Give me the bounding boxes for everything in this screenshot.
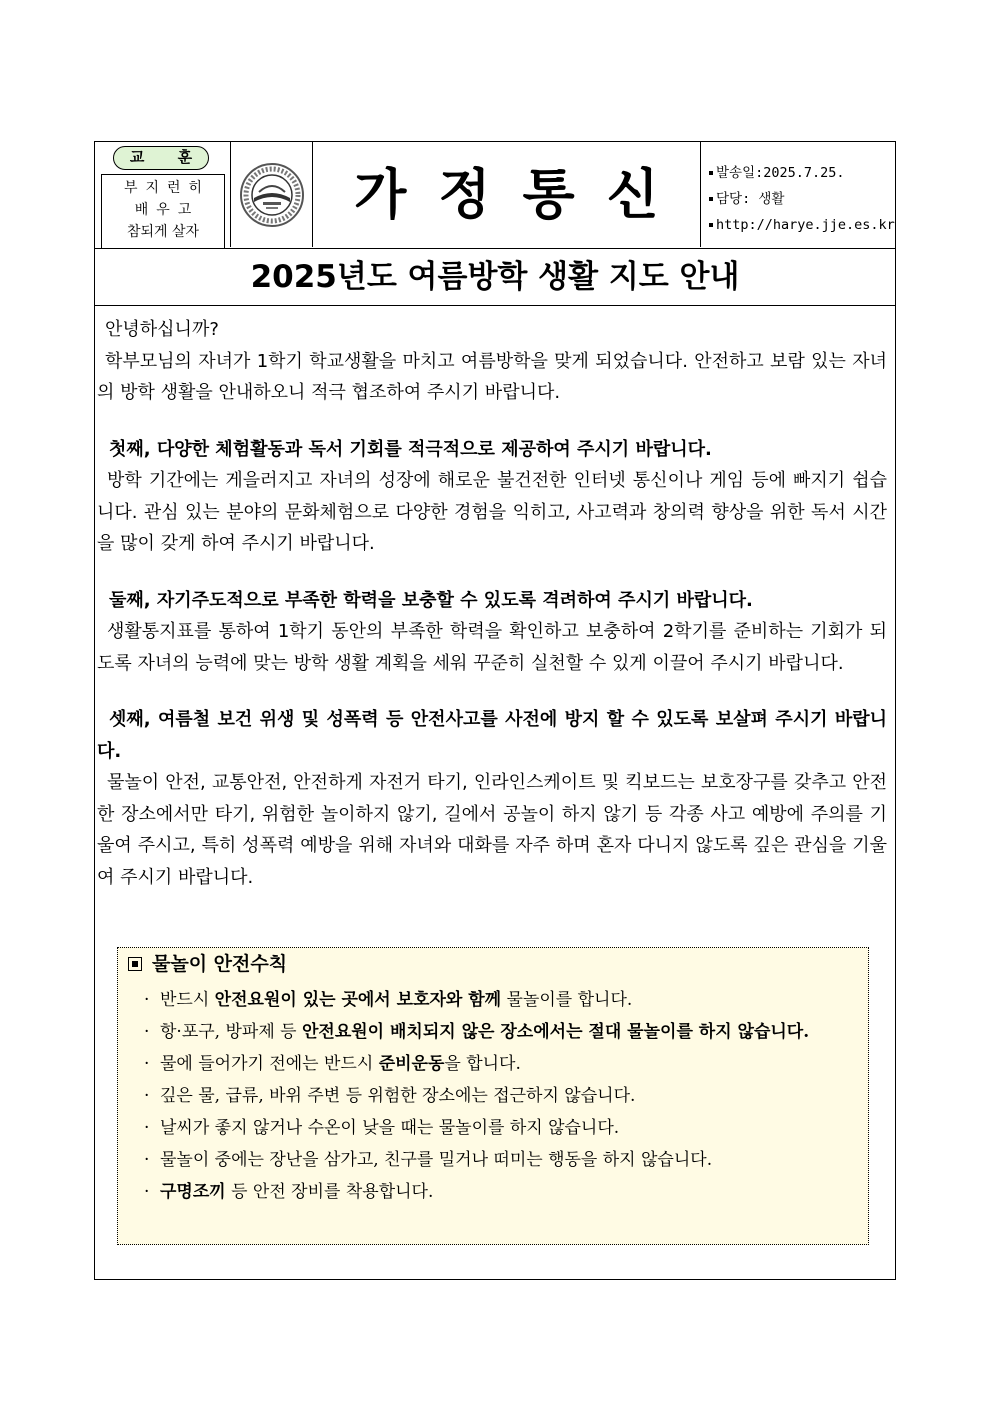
- list-item: [144, 1144, 860, 1176]
- bullet-dot-icon: [709, 197, 713, 201]
- issue-date: 발송일:2025.7.25.: [716, 165, 845, 181]
- list-item: [144, 984, 860, 1016]
- item-text: 물에 들어가기 전에는 반드시: [160, 1054, 379, 1074]
- list-bullet: ·: [144, 1118, 150, 1138]
- water-safety-title-text: 물놀이 안전수칙: [152, 953, 288, 975]
- list-bullet: ·: [144, 1150, 150, 1170]
- item-emphasis: 안전요원이 있는 곳에서 보호자와 함께: [214, 990, 502, 1010]
- section-2-text: 생활통지표를 통하여 1학기 동안의 부족한 학력을 확인하고 보충하여 2학기를 준비하는 기회가 되도록 자녀의 능력에 맞는 방학 생활 계획을 세워 꾸준히 실천할 수 있게 이끌어 주시기 바랍니다.: [97, 621, 887, 674]
- item-emphasis: 준비운동: [378, 1054, 445, 1074]
- notice-frame: [94, 141, 896, 1280]
- item-text: 날씨가 좋지 않거나 수온이 낮을 때는 물놀이를 하지 않습니다.: [160, 1118, 620, 1138]
- item-emphasis: 구명조끼: [160, 1182, 226, 1202]
- list-item: [144, 1048, 860, 1080]
- bullet-dot-icon: [709, 223, 713, 227]
- section-2-heading: 둘째, 자기주도적으로 부족한 학력을 보충할 수 있도록 격려하여 주시기 바랍니다.: [109, 589, 753, 611]
- intro-text: 학부모님의 자녀가 1학기 학교생활을 마치고 여름방학을 맞게 되었습니다. 안전하고 보람 있는 자녀의 방학 생활을 안내하오니 적극 협조하여 주시기 바랍니다.: [97, 350, 887, 403]
- item-text: 반드시: [160, 990, 215, 1010]
- spacer: [95, 560, 895, 585]
- list-bullet: ·: [144, 1182, 150, 1202]
- list-bullet: ·: [144, 1022, 150, 1042]
- item-text: 물놀이 중에는 장난을 삼가고, 친구를 밀거나 떠미는 행동을 하지 않습니다.: [160, 1150, 713, 1170]
- document-title: 가정통신: [313, 142, 701, 247]
- issue-info: [701, 142, 895, 247]
- item-text: 항·포구, 방파제 등: [160, 1022, 302, 1042]
- list-bullet: ·: [144, 1054, 150, 1074]
- list-bullet: ·: [144, 990, 150, 1010]
- bullet-dot-icon: [709, 171, 713, 175]
- item-text: 을 합니다.: [444, 1054, 521, 1074]
- section-1-heading: 첫째, 다양한 체험활동과 독서 기회를 적극적으로 제공하여 주시기 바랍니다.: [109, 438, 712, 460]
- square-bullet-icon: [128, 957, 142, 971]
- motto-cell: [95, 142, 231, 247]
- item-text: 물놀이를 합니다.: [501, 990, 633, 1010]
- notice-body: [95, 314, 895, 893]
- list-item: [144, 1112, 860, 1144]
- motto-line-2: 배우고: [134, 202, 200, 218]
- department-row: [709, 186, 895, 212]
- motto-line-3: 참되게 살자: [126, 224, 200, 240]
- section-1-text: 방학 기간에는 게을러지고 자녀의 성장에 해로운 불건전한 인터넷 통신이나 게임 등에 빠지기 쉽습니다. 관심 있는 분야의 문화체험으로 다양한 경험을 익히고, 사고력과 창의력 향상을 위한 독서 시간을 많이 갖게 하여 주시기 바랍니다.: [97, 470, 887, 554]
- section-3-heading: 셋째, 여름철 보건 위생 및 성폭력 등 안전사고를 사전에 방지 할 수 있도록 보살펴 주시기 바랍니다.: [97, 709, 887, 762]
- notice-subtitle: 2025년도 여름방학 생활 지도 안내: [95, 249, 895, 306]
- list-item: [144, 1016, 860, 1048]
- list-item: [144, 1080, 860, 1112]
- header: [95, 142, 895, 249]
- website-url: http://harye.jje.es.kr: [716, 217, 895, 233]
- website-row: [709, 212, 895, 238]
- water-safety-list: [144, 984, 860, 1208]
- list-bullet: ·: [144, 1086, 150, 1106]
- motto-label: 교 훈: [113, 146, 209, 170]
- item-text: 등 안전 장비를 착용합니다.: [225, 1182, 434, 1202]
- school-emblem-icon: [239, 162, 305, 228]
- water-safety-title: [128, 951, 287, 977]
- item-text: 깊은 물, 급류, 바위 주변 등 위험한 장소에는 접근하지 않습니다.: [160, 1086, 636, 1106]
- spacer: [95, 679, 895, 704]
- department: 담당: 생활: [716, 191, 785, 207]
- school-logo-cell: [231, 142, 313, 247]
- motto-line-1: 부지런히: [123, 180, 211, 196]
- section-3-text: 물놀이 안전, 교통안전, 안전하게 자전거 타기, 인라인스케이트 및 킥보드는 보호장구를 갖추고 안전한 장소에서만 타기, 위험한 놀이하지 않기, 길에서 공놀이 하지 않기 등 각종 사고 예방에 주의를 기울여 주시고, 특히 성폭력 예방을 위해 자녀와 대화를 자주 하며 혼자 다니지 않도록 깊은 관심을 기울여 주시기 바랍니다.: [97, 772, 887, 888]
- motto-box: [101, 174, 225, 248]
- item-emphasis: 안전요원이 배치되지 않은 장소에서는 절대 물놀이를 하지 않습니다.: [301, 1022, 810, 1042]
- greeting: 안녕하십니까?: [105, 319, 219, 340]
- list-item: [144, 1176, 860, 1208]
- issue-date-row: [709, 160, 895, 186]
- water-safety-box: [117, 947, 869, 1245]
- spacer: [95, 409, 895, 434]
